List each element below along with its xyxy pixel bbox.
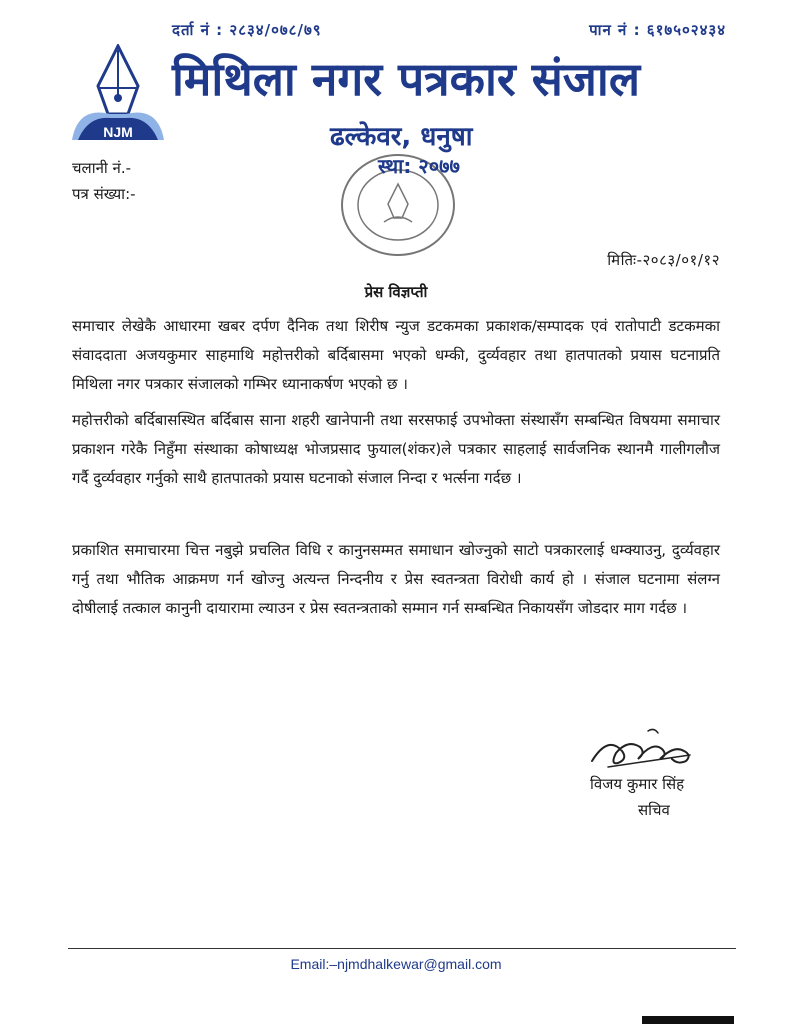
signatory-name: विजय कुमार सिंह [590, 775, 685, 793]
handwritten-signature [588, 725, 698, 773]
press-release-heading: प्रेस विज्ञप्ती [364, 283, 428, 301]
footer-divider [68, 948, 736, 949]
organization-place: ढल्केवर, धनुषा [330, 122, 473, 152]
logo-text: NJM [103, 124, 133, 140]
letter-number: पत्र संख्या:- [72, 185, 136, 203]
signatory-title: सचिव [638, 801, 670, 819]
established-year: स्था: २०७७ [378, 154, 460, 178]
footer-email: Email:–njmdhalkewar@gmail.com [290, 956, 502, 972]
body-paragraph-3: प्रकाशित समाचारमा चित्त नबुझे प्रचलित विधि र कानुनसम्मत समाधान खोज्नुको साटो पत्रकारलाई धम्क्याउनु, दुर्व्यवहार गर्नु तथा भौतिक आक्रमण गर्न खोज्नु अत्यन्त निन्दनीय र प्रेस स्वतन्त्रता विरोधी कार्य हो । संजाल घटनामा संलग्न दोषीलाई तत्काल कानुनी दायारामा ल्याउन र प्रेस स्वतन्त्रताको सम्मान गर्न सम्बन्धित निकायसँग जोडदार माग गर्दछ । [72, 541, 720, 617]
dispatch-number: चलानी नं.- [72, 159, 132, 177]
njm-logo [70, 44, 166, 148]
body-paragraph-1: समाचार लेखेकै आधारमा खबर दर्पण दैनिक तथा शिरीष न्युज डटकमका प्रकाशक/सम्पादक एवं रातोपाटी डटकमका संवाददाता अजयकुमार साहमाथि महोत्तरीको बर्दिबासमा भएको धम्की, दुर्व्यवहार तथा हातपातको प्रयास घटनाप्रति मिथिला नगर पत्रकार संजालको गम्भिर ध्यानाकर्षण भएको छ । [72, 317, 720, 393]
body-paragraph-2: महोत्तरीको बर्दिबासस्थित बर्दिबास साना शहरी खानेपानी तथा सरसफाई उपभोक्ता संस्थासँग सम्बन्धित विषयमा समाचार प्रकाशन गरेकै निहुँमा संस्थाका कोषाध्यक्ष भोजप्रसाद फुयाल(शंकर)ले पत्रकार साहलाई सार्वजनिक स्थानमै गालीगलौज गर्दै दुर्व्यवहार गर्नुको साथै हातपातको प्रयास घटनाको संजाल निन्दा र भर्त्सना गर्दछ । [72, 411, 720, 487]
scan-edge-mark [642, 1016, 734, 1024]
letter-date: मितिः-२०८३/०१/१२ [607, 251, 720, 269]
pan-number: पान नं : ६१७५०२४३४ [589, 21, 726, 39]
registration-number: दर्ता नं : २८३४/०७८/७९ [172, 21, 322, 39]
organization-name: मिथिला नगर पत्रकार संजाल [172, 52, 641, 106]
